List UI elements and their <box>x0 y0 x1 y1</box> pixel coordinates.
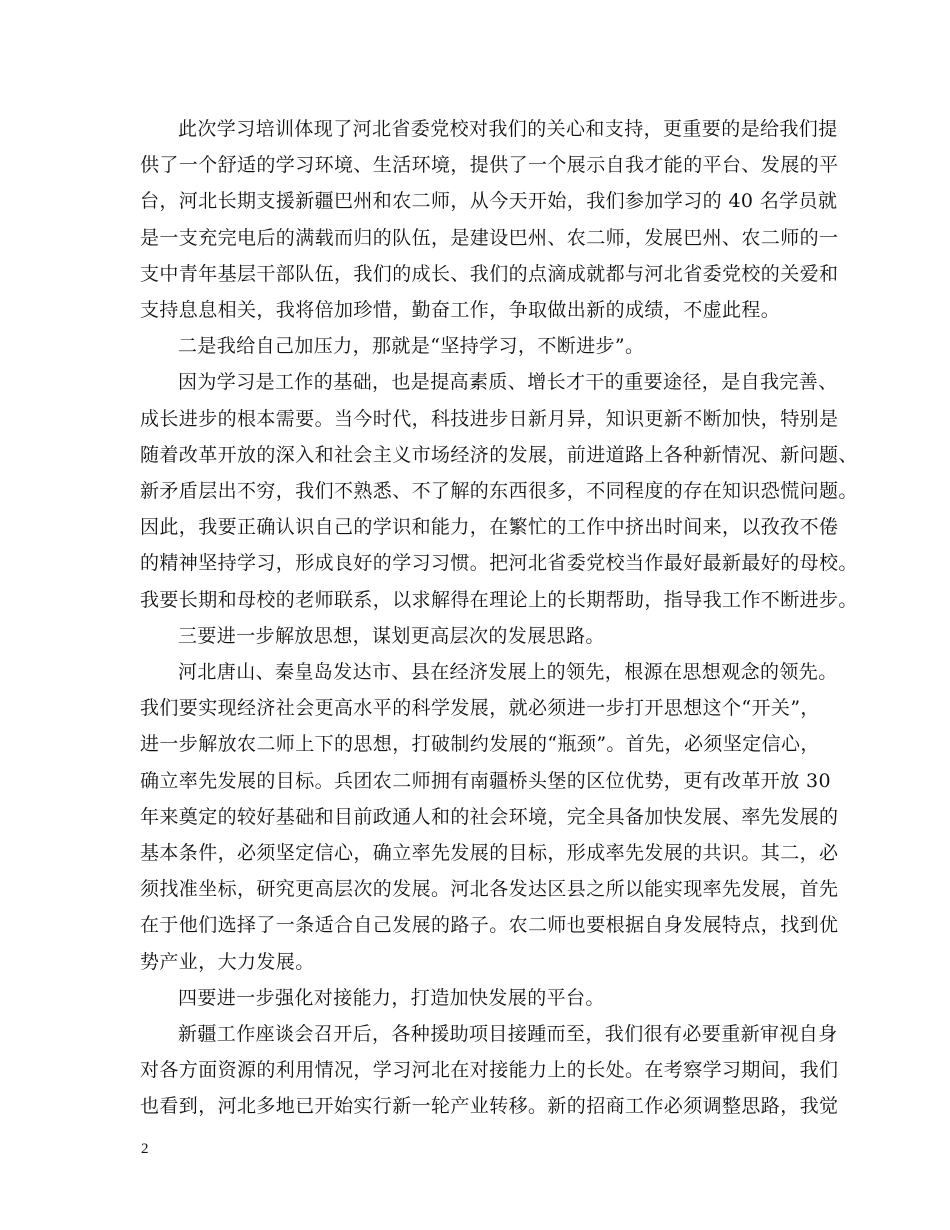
paragraph-line: 在于他们选择了一条适合自己发展的路子。农二师也要根据自身发展特点，找到优 <box>140 914 839 937</box>
paragraph-line: 成长进步的根本需要。当今时代，科技进步日新月异，知识更新不断加快，特别是 <box>140 407 839 430</box>
paragraph-first-line: 河北唐山、秦皇岛发达市、县在经济发展上的领先，根源在思想观念的领先。 <box>178 661 838 683</box>
paragraph-line: 新矛盾层出不穷，我们不熟悉、不了解的东西很多，不同程度的存在知识恐慌问题。 <box>140 480 858 502</box>
paragraph-line: 我要长期和母校的老师联系，以求解得在理论上的长期帮助，指导我工作不断进步。 <box>140 588 858 611</box>
paragraph-line: 势产业，大力发展。 <box>140 950 315 973</box>
paragraph-line: 须找准坐标，研究更高层次的发展。河北各发达区县之所以能实现率先发展，首先 <box>140 878 839 901</box>
paragraph-line: 供了一个舒适的学习环境、生活环境，提供了一个展示自我才能的平台、发展的平 <box>140 154 839 177</box>
paragraph-line: 因此，我要正确认识自己的学识和能力，在繁忙的工作中挤出时间来，以孜孜不倦 <box>140 516 839 539</box>
paragraph-first-line: 此次学习培训体现了河北省委党校对我们的关心和支持，更重要的是给我们提 <box>178 118 838 140</box>
paragraph-first-line: 因为学习是工作的基础，也是提高素质、增长才干的重要途径，是自我完善、 <box>178 371 838 394</box>
paragraph-line: 我们要实现经济社会更高水平的科学发展，就必须进一步打开思想这个“开关”， <box>140 697 820 720</box>
paragraph-line: 基本条件，必须坚定信心，确立率先发展的目标，形成率先发展的共识。其二，必 <box>140 842 839 864</box>
paragraph-line: 台，河北长期支援新疆巴州和农二师，从今天开始，我们参加学习的 40 名学员就 <box>140 190 838 213</box>
paragraph-line: 进一步解放农二师上下的思想，打破制约发展的“瓶颈”。首先，必须坚定信心， <box>140 733 820 756</box>
paragraph-first-line: 二是我给自己加压力，那就是“坚持学习，不断进步”。 <box>178 335 645 358</box>
paragraph-line: 是一支充完电后的满载而归的队伍，是建设巴州、农二师，发展巴州、农二师的一 <box>140 226 839 249</box>
paragraph-line: 随着改革开放的深入和社会主义市场经济的发展，前进道路上各种新情况、新问题、 <box>140 443 858 466</box>
paragraph-line: 也看到，河北多地已开始实行新一轮产业转移。新的招商工作必须调整思路，我觉 <box>140 1095 839 1118</box>
paragraph-first-line: 三要进一步解放思想，谋划更高层次的发展思路。 <box>178 624 605 647</box>
paragraph-line: 支持息息相关，我将倍加珍惜，勤奋工作，争取做出新的成绩，不虚此程。 <box>140 299 781 321</box>
paragraph-first-line: 新疆工作座谈会召开后，各种援助项目接踵而至，我们很有必要重新审视自身 <box>178 1023 838 1045</box>
paragraph-line: 年来奠定的较好基础和目前政通人和的社会环境，完全具备加快发展、率先发展的 <box>140 805 839 828</box>
paragraph-line: 的精神坚持学习，形成良好的学习习惯。把河北省委党校当作最好最新最好的母校。 <box>140 552 858 575</box>
paragraph-line: 对各方面资源的利用情况，学习河北在对接能力上的长处。在考察学习期间，我们 <box>140 1059 839 1082</box>
paragraph-line: 支中青年基层干部队伍，我们的成长、我们的点滴成就都与河北省委党校的关爱和 <box>140 262 839 285</box>
page-number: 2 <box>141 1141 149 1157</box>
paragraph-line: 确立率先发展的目标。兵团农二师拥有南疆桥头堡的区位优势，更有改革开放 30 <box>140 769 832 792</box>
paragraph-first-line: 四要进一步强化对接能力，打造加快发展的平台。 <box>178 986 605 1009</box>
